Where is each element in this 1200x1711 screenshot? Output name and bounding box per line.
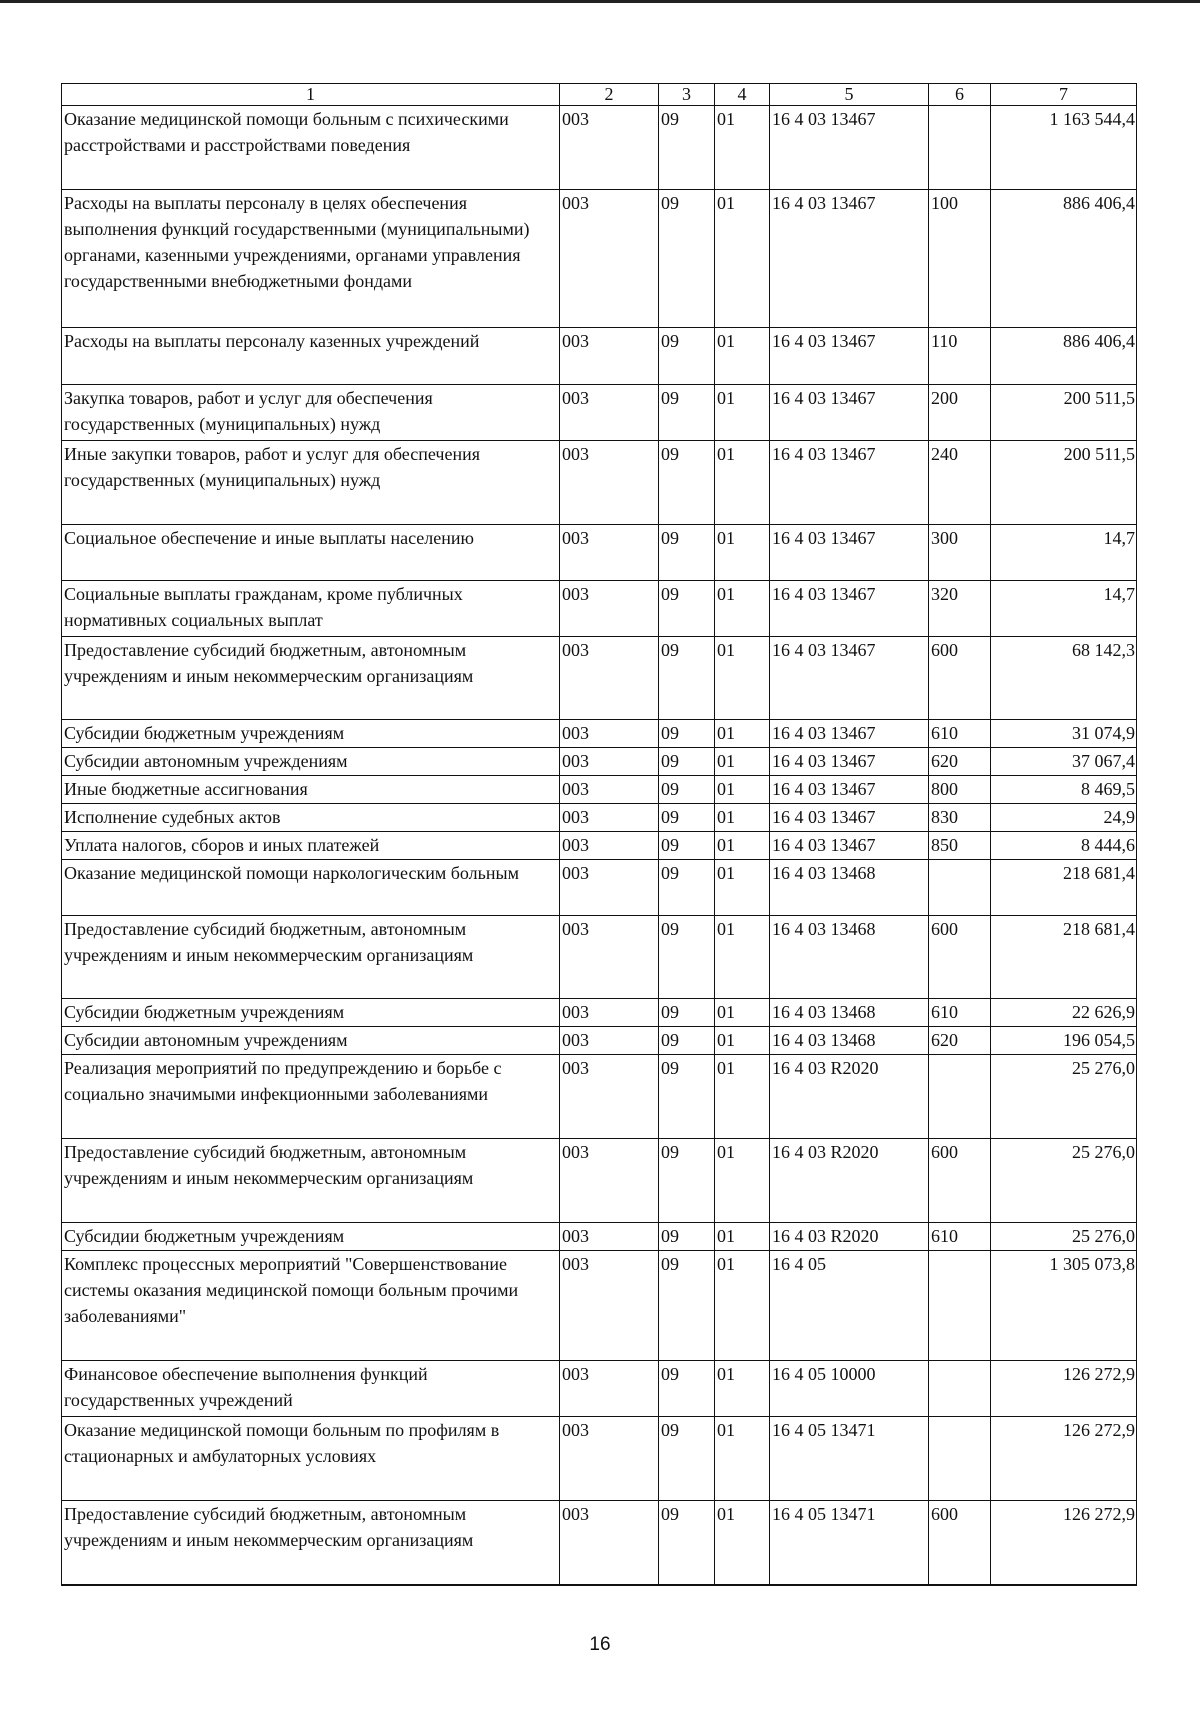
subsection-code-cell: 01 — [715, 776, 770, 804]
subsection-code-cell: 01 — [715, 581, 770, 637]
amount-cell: 196 054,5 — [991, 1027, 1137, 1055]
subsection-code-cell: 01 — [715, 916, 770, 999]
section-code-cell: 09 — [659, 190, 715, 328]
department-code-cell: 003 — [560, 190, 659, 328]
amount-cell: 68 142,3 — [991, 637, 1137, 720]
section-code-cell: 09 — [659, 804, 715, 832]
expense-type-cell: 600 — [929, 637, 991, 720]
budget-table — [61, 83, 1137, 1586]
expense-type-cell: 800 — [929, 776, 991, 804]
target-article-cell: 16 4 03 13467 — [770, 720, 929, 748]
subsection-code-cell: 01 — [715, 860, 770, 916]
subsection-code-cell: 01 — [715, 832, 770, 860]
subsection-code-cell: 01 — [715, 720, 770, 748]
subsection-code-cell: 01 — [715, 190, 770, 328]
department-code-cell: 003 — [560, 999, 659, 1027]
subsection-code-cell: 01 — [715, 441, 770, 525]
expense-name-cell: Предоставление субсидий бюджетным, автономным учреждениям и иным некоммерческим организациям — [62, 1139, 560, 1223]
subsection-code-cell: 01 — [715, 804, 770, 832]
table-row — [62, 860, 1137, 916]
section-code-cell: 09 — [659, 637, 715, 720]
subsection-code-cell: 01 — [715, 328, 770, 385]
amount-cell: 14,7 — [991, 525, 1137, 581]
amount-cell: 31 074,9 — [991, 720, 1137, 748]
department-code-cell: 003 — [560, 1251, 659, 1361]
amount-cell: 37 067,4 — [991, 748, 1137, 776]
expense-name-cell: Расходы на выплаты персоналу в целях обеспечения выполнения функций государственными (муниципальными) органами, казенными учреждениями, органами управления государственными внебюджетными фондами — [62, 190, 560, 328]
target-article-cell: 16 4 03 13467 — [770, 776, 929, 804]
page-number: 16 — [589, 1634, 611, 1655]
target-article-cell: 16 4 03 R2020 — [770, 1223, 929, 1251]
subsection-code-cell: 01 — [715, 748, 770, 776]
target-article-cell: 16 4 03 13467 — [770, 328, 929, 385]
amount-cell: 1 305 073,8 — [991, 1251, 1137, 1361]
amount-cell: 126 272,9 — [991, 1501, 1137, 1585]
expense-name-cell: Предоставление субсидий бюджетным, автономным учреждениям и иным некоммерческим организациям — [62, 637, 560, 720]
target-article-cell: 16 4 03 13467 — [770, 748, 929, 776]
expense-name-cell: Оказание медицинской помощи больным с психическими расстройствами и расстройствами поведения — [62, 106, 560, 190]
amount-cell: 200 511,5 — [991, 441, 1137, 525]
amount-cell: 200 511,5 — [991, 385, 1137, 441]
target-article-cell: 16 4 03 13467 — [770, 581, 929, 637]
amount-cell: 126 272,9 — [991, 1417, 1137, 1501]
table-row — [62, 916, 1137, 999]
expense-name-cell: Предоставление субсидий бюджетным, автономным учреждениям и иным некоммерческим организациям — [62, 1501, 560, 1585]
department-code-cell: 003 — [560, 385, 659, 441]
amount-cell: 886 406,4 — [991, 328, 1137, 385]
section-code-cell: 09 — [659, 525, 715, 581]
expense-type-cell: 610 — [929, 999, 991, 1027]
section-code-cell: 09 — [659, 1139, 715, 1223]
column-number-row — [62, 84, 1137, 106]
department-code-cell: 003 — [560, 1139, 659, 1223]
table-row — [62, 1055, 1137, 1139]
amount-cell: 14,7 — [991, 581, 1137, 637]
target-article-cell: 16 4 03 13467 — [770, 525, 929, 581]
expense-type-cell: 100 — [929, 190, 991, 328]
target-article-cell: 16 4 03 13467 — [770, 190, 929, 328]
target-article-cell: 16 4 03 R2020 — [770, 1139, 929, 1223]
target-article-cell: 16 4 03 13467 — [770, 832, 929, 860]
table-row — [62, 637, 1137, 720]
expense-type-cell — [929, 1417, 991, 1501]
expense-type-cell: 320 — [929, 581, 991, 637]
amount-cell: 25 276,0 — [991, 1139, 1137, 1223]
header-cell: 6 — [929, 84, 991, 106]
department-code-cell: 003 — [560, 106, 659, 190]
section-code-cell: 09 — [659, 916, 715, 999]
expense-type-cell — [929, 1055, 991, 1139]
table-row — [62, 106, 1137, 190]
section-code-cell: 09 — [659, 441, 715, 525]
table-row — [62, 1361, 1137, 1417]
table-row — [62, 328, 1137, 385]
section-code-cell: 09 — [659, 999, 715, 1027]
target-article-cell: 16 4 05 — [770, 1251, 929, 1361]
department-code-cell: 003 — [560, 748, 659, 776]
section-code-cell: 09 — [659, 1027, 715, 1055]
header-cell: 1 — [62, 84, 560, 106]
expense-type-cell: 830 — [929, 804, 991, 832]
section-code-cell: 09 — [659, 1417, 715, 1501]
expense-name-cell: Уплата налогов, сборов и иных платежей — [62, 832, 560, 860]
expense-type-cell — [929, 106, 991, 190]
expense-name-cell: Иные закупки товаров, работ и услуг для обеспечения государственных (муниципальных) нужд — [62, 441, 560, 525]
expense-name-cell: Оказание медицинской помощи наркологическим больным — [62, 860, 560, 916]
subsection-code-cell: 01 — [715, 525, 770, 581]
department-code-cell: 003 — [560, 860, 659, 916]
table-row — [62, 385, 1137, 441]
amount-cell: 25 276,0 — [991, 1223, 1137, 1251]
expense-type-cell: 240 — [929, 441, 991, 525]
top-rule — [0, 0, 1200, 3]
expense-type-cell: 110 — [929, 328, 991, 385]
table-row — [62, 581, 1137, 637]
expense-name-cell: Финансовое обеспечение выполнения функций государственных учреждений — [62, 1361, 560, 1417]
department-code-cell: 003 — [560, 804, 659, 832]
target-article-cell: 16 4 03 13467 — [770, 106, 929, 190]
expense-type-cell: 850 — [929, 832, 991, 860]
expense-name-cell: Иные бюджетные ассигнования — [62, 776, 560, 804]
target-article-cell: 16 4 03 13468 — [770, 916, 929, 999]
expense-type-cell — [929, 860, 991, 916]
expense-name-cell: Субсидии автономным учреждениям — [62, 1027, 560, 1055]
header-cell: 2 — [560, 84, 659, 106]
table-row — [62, 999, 1137, 1027]
department-code-cell: 003 — [560, 1027, 659, 1055]
table-row — [62, 1251, 1137, 1361]
department-code-cell: 003 — [560, 1361, 659, 1417]
expense-type-cell — [929, 1361, 991, 1417]
subsection-code-cell: 01 — [715, 385, 770, 441]
target-article-cell: 16 4 03 13468 — [770, 860, 929, 916]
department-code-cell: 003 — [560, 720, 659, 748]
expense-name-cell: Оказание медицинской помощи больным по профилям в стационарных и амбулаторных условиях — [62, 1417, 560, 1501]
target-article-cell: 16 4 03 13467 — [770, 637, 929, 720]
expense-type-cell: 610 — [929, 720, 991, 748]
expense-type-cell: 610 — [929, 1223, 991, 1251]
table-row — [62, 1027, 1137, 1055]
table-row — [62, 525, 1137, 581]
subsection-code-cell: 01 — [715, 1027, 770, 1055]
subsection-code-cell: 01 — [715, 1361, 770, 1417]
amount-cell: 22 626,9 — [991, 999, 1137, 1027]
table-row — [62, 1417, 1137, 1501]
section-code-cell: 09 — [659, 748, 715, 776]
department-code-cell: 003 — [560, 328, 659, 385]
section-code-cell: 09 — [659, 1361, 715, 1417]
subsection-code-cell: 01 — [715, 1223, 770, 1251]
expense-type-cell: 300 — [929, 525, 991, 581]
table-row — [62, 190, 1137, 328]
subsection-code-cell: 01 — [715, 1501, 770, 1585]
header-cell: 5 — [770, 84, 929, 106]
target-article-cell: 16 4 05 10000 — [770, 1361, 929, 1417]
section-code-cell: 09 — [659, 832, 715, 860]
table-row — [62, 748, 1137, 776]
expense-name-cell: Предоставление субсидий бюджетным, автономным учреждениям и иным некоммерческим организациям — [62, 916, 560, 999]
department-code-cell: 003 — [560, 916, 659, 999]
subsection-code-cell: 01 — [715, 637, 770, 720]
expense-name-cell: Субсидии бюджетным учреждениям — [62, 720, 560, 748]
expense-name-cell: Субсидии бюджетным учреждениям — [62, 999, 560, 1027]
table-row — [62, 720, 1137, 748]
department-code-cell: 003 — [560, 441, 659, 525]
expense-name-cell: Расходы на выплаты персоналу казенных учреждений — [62, 328, 560, 385]
amount-cell: 25 276,0 — [991, 1055, 1137, 1139]
expense-type-cell: 600 — [929, 916, 991, 999]
section-code-cell: 09 — [659, 1501, 715, 1585]
amount-cell: 218 681,4 — [991, 916, 1137, 999]
expense-type-cell: 620 — [929, 1027, 991, 1055]
subsection-code-cell: 01 — [715, 1417, 770, 1501]
department-code-cell: 003 — [560, 1055, 659, 1139]
amount-cell: 8 469,5 — [991, 776, 1137, 804]
department-code-cell: 003 — [560, 637, 659, 720]
expense-name-cell: Социальные выплаты гражданам, кроме публичных нормативных социальных выплат — [62, 581, 560, 637]
department-code-cell: 003 — [560, 525, 659, 581]
expense-type-cell: 600 — [929, 1139, 991, 1223]
section-code-cell: 09 — [659, 776, 715, 804]
expense-name-cell: Реализация мероприятий по предупреждению и борьбе с социально значимыми инфекционными заболеваниями — [62, 1055, 560, 1139]
subsection-code-cell: 01 — [715, 999, 770, 1027]
department-code-cell: 003 — [560, 1223, 659, 1251]
expense-name-cell: Комплекс процессных мероприятий "Совершенствование системы оказания медицинской помощи больным прочими заболеваниями" — [62, 1251, 560, 1361]
section-code-cell: 09 — [659, 385, 715, 441]
expense-type-cell — [929, 1251, 991, 1361]
table-row — [62, 1501, 1137, 1585]
header-cell: 4 — [715, 84, 770, 106]
target-article-cell: 16 4 03 13467 — [770, 804, 929, 832]
target-article-cell: 16 4 05 13471 — [770, 1417, 929, 1501]
section-code-cell: 09 — [659, 1251, 715, 1361]
section-code-cell: 09 — [659, 581, 715, 637]
expense-name-cell: Социальное обеспечение и иные выплаты населению — [62, 525, 560, 581]
target-article-cell: 16 4 03 13467 — [770, 441, 929, 525]
table-row — [62, 441, 1137, 525]
amount-cell: 8 444,6 — [991, 832, 1137, 860]
department-code-cell: 003 — [560, 1417, 659, 1501]
subsection-code-cell: 01 — [715, 106, 770, 190]
department-code-cell: 003 — [560, 1501, 659, 1585]
section-code-cell: 09 — [659, 1055, 715, 1139]
table-row — [62, 804, 1137, 832]
target-article-cell: 16 4 03 13468 — [770, 999, 929, 1027]
amount-cell: 24,9 — [991, 804, 1137, 832]
expense-name-cell: Субсидии автономным учреждениям — [62, 748, 560, 776]
subsection-code-cell: 01 — [715, 1139, 770, 1223]
department-code-cell: 003 — [560, 776, 659, 804]
target-article-cell: 16 4 03 13467 — [770, 385, 929, 441]
expense-name-cell: Исполнение судебных актов — [62, 804, 560, 832]
amount-cell: 218 681,4 — [991, 860, 1137, 916]
section-code-cell: 09 — [659, 106, 715, 190]
subsection-code-cell: 01 — [715, 1055, 770, 1139]
expense-name-cell: Субсидии бюджетным учреждениям — [62, 1223, 560, 1251]
target-article-cell: 16 4 05 13471 — [770, 1501, 929, 1585]
subsection-code-cell: 01 — [715, 1251, 770, 1361]
table-row — [62, 1223, 1137, 1251]
amount-cell: 126 272,9 — [991, 1361, 1137, 1417]
department-code-cell: 003 — [560, 832, 659, 860]
table-row — [62, 776, 1137, 804]
department-code-cell: 003 — [560, 581, 659, 637]
expense-type-cell: 200 — [929, 385, 991, 441]
table-row — [62, 832, 1137, 860]
header-cell: 7 — [991, 84, 1137, 106]
section-code-cell: 09 — [659, 328, 715, 385]
amount-cell: 886 406,4 — [991, 190, 1137, 328]
expense-name-cell: Закупка товаров, работ и услуг для обеспечения государственных (муниципальных) нужд — [62, 385, 560, 441]
expense-type-cell: 600 — [929, 1501, 991, 1585]
target-article-cell: 16 4 03 13468 — [770, 1027, 929, 1055]
header-cell: 3 — [659, 84, 715, 106]
expense-type-cell: 620 — [929, 748, 991, 776]
amount-cell: 1 163 544,4 — [991, 106, 1137, 190]
section-code-cell: 09 — [659, 720, 715, 748]
section-code-cell: 09 — [659, 860, 715, 916]
table-row — [62, 1139, 1137, 1223]
target-article-cell: 16 4 03 R2020 — [770, 1055, 929, 1139]
section-code-cell: 09 — [659, 1223, 715, 1251]
